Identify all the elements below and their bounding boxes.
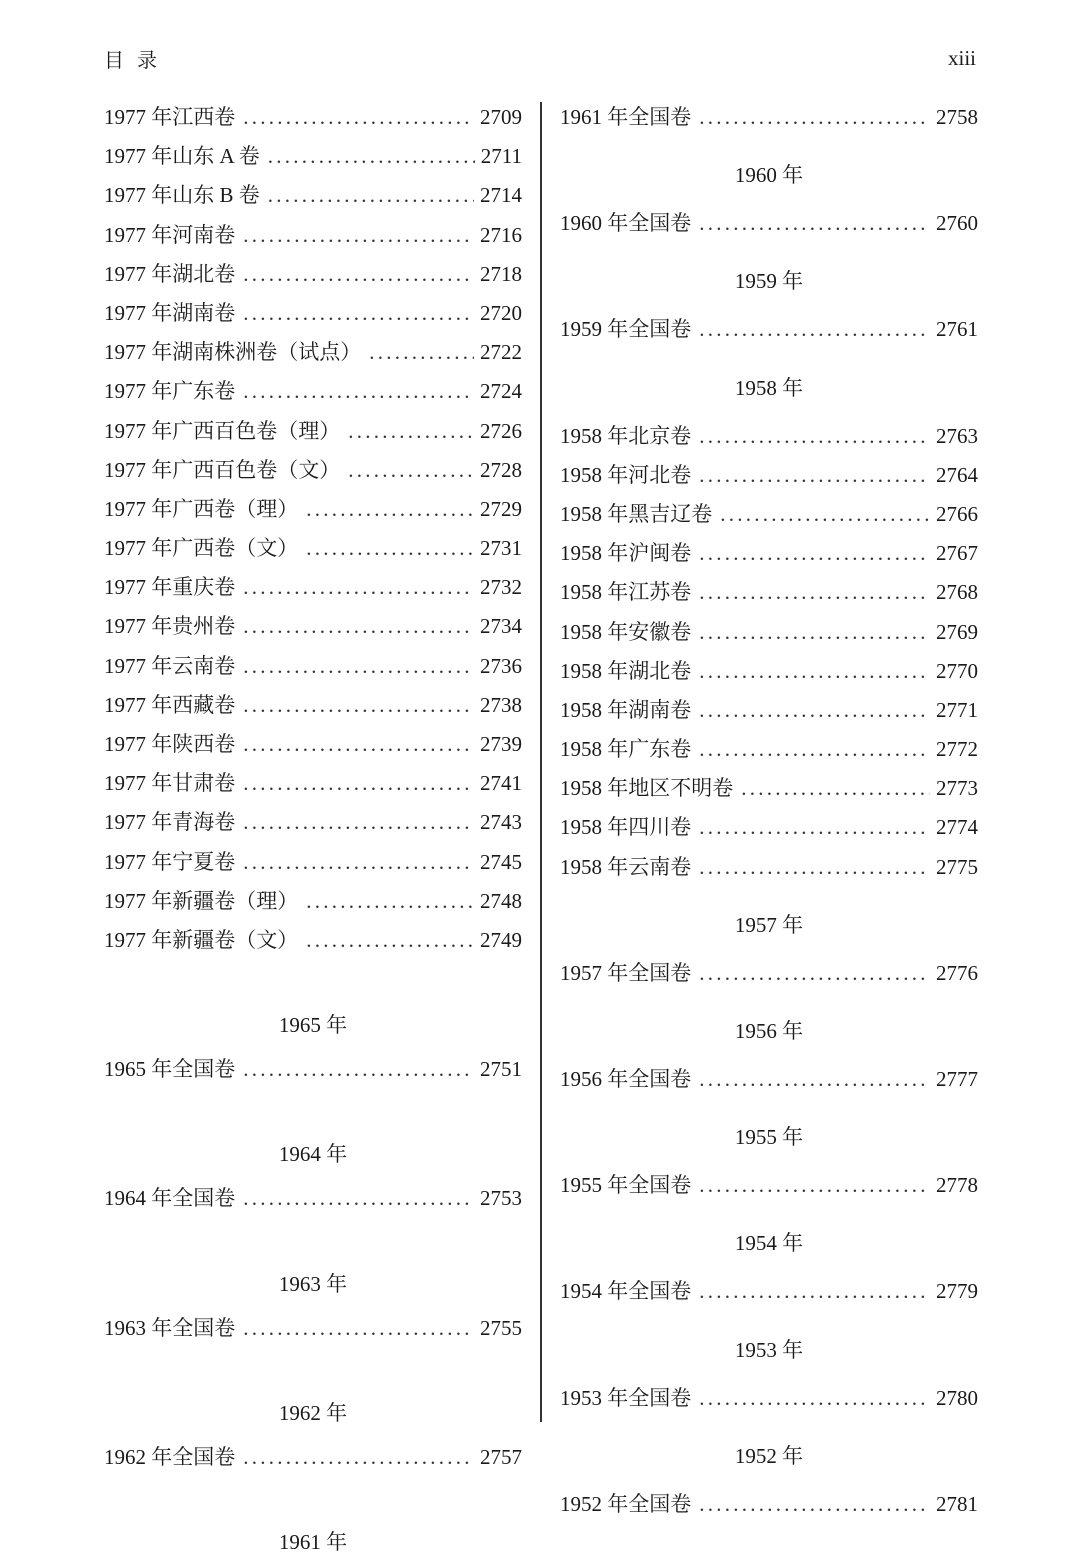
toc-entry-page: 2757: [480, 1444, 522, 1469]
toc-leader-dots: [348, 412, 474, 451]
toc-entry-page: 2741: [480, 771, 522, 796]
toc-entry-title: 1977 年重庆卷: [104, 575, 236, 600]
toc-entry[interactable]: [104, 294, 522, 333]
toc-entry[interactable]: [560, 1166, 978, 1205]
toc-entry-title: 1977 年山东 B 卷: [104, 183, 260, 208]
toc-entry-title: 1977 年新疆卷（理）: [104, 888, 299, 913]
toc-entry-title: 1958 年四川卷: [560, 815, 692, 840]
toc-entry[interactable]: [560, 1485, 978, 1524]
toc-entry-page: 2722: [480, 340, 522, 365]
toc-entry-title: 1960 年全国卷: [560, 211, 692, 236]
toc-entry-page: 2732: [480, 575, 522, 600]
toc-leader-dots: [243, 568, 474, 607]
toc-entry-title: 1977 年河南卷: [104, 222, 236, 247]
toc-entry-title: 1977 年广西卷（理）: [104, 496, 299, 521]
toc-entry-title: 1965 年全国卷: [104, 1057, 236, 1082]
toc-entry[interactable]: [104, 176, 522, 215]
toc-leader-dots: [243, 803, 474, 842]
toc-leader-dots: [699, 456, 930, 495]
toc-entry-title: 1962 年全国卷: [104, 1444, 236, 1469]
toc-leader-dots: [268, 176, 474, 215]
toc-entry-title: 1977 年江西卷: [104, 105, 236, 129]
toc-entry-title: 1958 年北京卷: [560, 423, 692, 448]
toc-year-heading: 1964 年: [278, 1142, 348, 1167]
toc-leader-dots: [243, 764, 474, 803]
toc-entry[interactable]: [104, 921, 522, 960]
toc-leader-dots: [306, 529, 474, 568]
toc-entry[interactable]: [104, 882, 522, 921]
toc-entry-page: 2767: [936, 541, 978, 566]
toc-entry[interactable]: [560, 456, 978, 495]
toc-leader-dots: [699, 310, 930, 349]
toc-year-heading: 1965 年: [278, 1013, 348, 1038]
toc-entry[interactable]: [104, 98, 522, 137]
toc-leader-dots: [699, 730, 930, 769]
toc-leader-dots: [243, 1438, 474, 1477]
toc-entry[interactable]: [104, 764, 522, 803]
toc-entry-title: 1964 年全国卷: [104, 1186, 236, 1211]
toc-entry[interactable]: [104, 686, 522, 725]
toc-entry[interactable]: [104, 568, 522, 607]
toc-entry-page: 2770: [936, 658, 978, 683]
toc-leader-dots: [243, 1050, 474, 1089]
toc-entry[interactable]: [560, 417, 978, 456]
toc-entry[interactable]: [560, 730, 978, 769]
toc-entry[interactable]: [104, 372, 522, 411]
toc-entry-title: 1961 年全国卷: [560, 105, 692, 129]
toc-entry-page: 2726: [480, 418, 522, 443]
toc-year-heading: 1962 年: [278, 1400, 348, 1425]
toc-entry-page: 2780: [936, 1385, 978, 1410]
toc-entry-title: 1977 年广西百色卷（理）: [104, 418, 341, 443]
toc-leader-dots: [243, 1179, 474, 1218]
toc-entry-title: 1977 年湖南株洲卷（试点）: [104, 340, 362, 365]
toc-entry[interactable]: [560, 1379, 978, 1418]
toc-entry-title: 1977 年广西百色卷（文）: [104, 457, 341, 482]
toc-year-heading: 1952 年: [734, 1443, 804, 1468]
toc-leader-dots: [699, 1166, 930, 1205]
toc-entry-page: 2777: [936, 1067, 978, 1091]
toc-entry-page: 2714: [480, 183, 522, 208]
toc-entry[interactable]: [560, 954, 978, 993]
toc-entry-page: 2769: [936, 619, 978, 644]
toc-entry[interactable]: [560, 691, 978, 730]
toc-entry-page: 2734: [480, 614, 522, 639]
toc-leader-dots: [699, 1060, 930, 1099]
toc-entry-page: 2711: [480, 144, 522, 169]
toc-leader-dots: [243, 686, 474, 725]
toc-leader-dots: [699, 534, 930, 573]
toc-leader-dots: [699, 573, 930, 612]
toc-entry-title: 1977 年广西卷（文）: [104, 536, 299, 561]
toc-entry-page: 2776: [936, 960, 978, 985]
toc-year-heading: 1954 年: [734, 1231, 804, 1256]
toc-entry-page: 2743: [480, 810, 522, 835]
toc-entry-title: 1977 年新疆卷（文）: [104, 927, 299, 952]
toc-entry-page: 2724: [480, 379, 522, 404]
toc-entry[interactable]: [104, 725, 522, 764]
toc-entry-page: 2764: [936, 462, 978, 487]
toc-entry-page: 2760: [936, 211, 978, 236]
toc-leader-dots: [306, 921, 474, 960]
toc-entry-page: 2779: [936, 1279, 978, 1304]
toc-entry-page: 2745: [480, 849, 522, 874]
toc-entry-page: 2773: [936, 776, 978, 801]
toc-entry-title: 1954 年全国卷: [560, 1279, 692, 1304]
toc-entry-title: 1977 年山东 A 卷: [104, 144, 260, 169]
toc-entry-title: 1958 年河北卷: [560, 462, 692, 487]
toc-year-heading: 1961 年: [278, 1529, 348, 1554]
toc-entry[interactable]: [560, 310, 978, 349]
toc-entry-page: 2774: [936, 815, 978, 840]
toc-entry-title: 1977 年西藏卷: [104, 692, 236, 717]
toc-entry-page: 2709: [480, 105, 522, 129]
toc-entry[interactable]: [104, 137, 522, 176]
toc-entry-page: 2738: [480, 692, 522, 717]
toc-leader-dots: [699, 1379, 930, 1418]
toc-entry-page: 2778: [936, 1173, 978, 1198]
toc-entry-page: 2755: [480, 1315, 522, 1340]
toc-leader-dots: [243, 1309, 474, 1348]
toc-entry-page: 2736: [480, 653, 522, 678]
toc-entry-title: 1977 年云南卷: [104, 653, 236, 678]
toc-entry-page: 2739: [480, 732, 522, 756]
toc-entry-title: 1952 年全国卷: [560, 1491, 692, 1516]
toc-leader-dots: [720, 495, 930, 534]
toc-leader-dots: [699, 1485, 930, 1524]
toc-entry[interactable]: [104, 1179, 522, 1218]
toc-entry-title: 1958 年安徽卷: [560, 619, 692, 644]
toc-entry-title: 1953 年全国卷: [560, 1385, 692, 1410]
toc-entry[interactable]: [560, 769, 978, 808]
toc-entry-title: 1956 年全国卷: [560, 1067, 692, 1091]
toc-entry[interactable]: [104, 451, 522, 490]
toc-entry[interactable]: [104, 412, 522, 451]
toc-entry[interactable]: [104, 843, 522, 882]
toc-leader-dots: [348, 451, 474, 490]
toc-leader-dots: [243, 294, 474, 333]
toc-entry-title: 1977 年青海卷: [104, 810, 236, 835]
toc-entry[interactable]: [560, 573, 978, 612]
toc-entry-title: 1958 年广东卷: [560, 737, 692, 762]
toc-entry[interactable]: [560, 495, 978, 534]
toc-leader-dots: [243, 216, 474, 255]
toc-entry[interactable]: [104, 333, 522, 372]
toc-entry[interactable]: [104, 216, 522, 255]
toc-entry[interactable]: [104, 529, 522, 568]
toc-entry-page: 2751: [480, 1057, 522, 1082]
toc-entry[interactable]: [104, 255, 522, 294]
toc-entry[interactable]: [104, 1438, 522, 1477]
toc-entry-title: 1958 年沪闽卷: [560, 541, 692, 566]
toc-entry-page: 2766: [936, 501, 978, 526]
toc-entry[interactable]: [104, 490, 522, 529]
toc-entry-title: 1977 年陕西卷: [104, 732, 236, 756]
toc-entry-page: 2768: [936, 580, 978, 605]
toc-leader-dots: [243, 843, 474, 882]
toc-entry-title: 1958 年黑吉辽卷: [560, 501, 713, 526]
toc-entry[interactable]: [560, 98, 978, 137]
toc-entry[interactable]: [560, 1060, 978, 1099]
toc-entry[interactable]: [104, 1050, 522, 1089]
toc-entry-title: 1957 年全国卷: [560, 960, 692, 985]
toc-leader-dots: [243, 98, 474, 137]
toc-entry-page: 2748: [480, 888, 522, 913]
toc-leader-dots: [741, 769, 930, 808]
toc-entry-page: 2761: [936, 317, 978, 342]
column-divider: [540, 102, 542, 1422]
toc-entry-page: 2718: [480, 261, 522, 286]
toc-entry-title: 1977 年湖北卷: [104, 261, 236, 286]
toc-entry-title: 1958 年云南卷: [560, 854, 692, 879]
toc-leader-dots: [243, 725, 474, 764]
toc-leader-dots: [699, 954, 930, 993]
toc-entry-page: 2781: [936, 1491, 978, 1516]
toc-year-heading: 1955 年: [734, 1125, 804, 1150]
toc-entry-page: 2716: [480, 222, 522, 247]
toc-leader-dots: [699, 417, 930, 456]
toc-leader-dots: [699, 652, 930, 691]
toc-entry-title: 1958 年地区不明卷: [560, 776, 734, 801]
toc-entry-title: 1958 年湖北卷: [560, 658, 692, 683]
toc-entry[interactable]: [560, 652, 978, 691]
toc-leader-dots: [699, 204, 930, 243]
toc-entry-page: 2728: [480, 457, 522, 482]
toc-entry-title: 1977 年甘肃卷: [104, 771, 236, 796]
toc-entry[interactable]: [560, 1272, 978, 1311]
toc-entry-page: 2771: [936, 697, 978, 722]
toc-year-heading: 1956 年: [734, 1019, 804, 1043]
toc-year-heading: 1959 年: [734, 269, 804, 294]
toc-entry-title: 1955 年全国卷: [560, 1173, 692, 1198]
toc-entry-title: 1977 年湖南卷: [104, 300, 236, 325]
toc-entry-title: 1959 年全国卷: [560, 317, 692, 342]
toc-entry-page: 2753: [480, 1186, 522, 1211]
toc-entry[interactable]: [560, 204, 978, 243]
toc-entry-page: 2758: [936, 105, 978, 129]
toc-entry[interactable]: [104, 647, 522, 686]
toc-leader-dots: [243, 372, 474, 411]
toc-year-heading: 1957 年: [734, 912, 804, 937]
toc-leader-dots: [306, 882, 474, 921]
page-number: xiii: [947, 46, 976, 70]
toc-right-column: [560, 98, 978, 1524]
toc-entry[interactable]: [104, 1309, 522, 1348]
toc-entry-title: 1977 年宁夏卷: [104, 849, 236, 874]
toc-entry-page: 2731: [480, 536, 522, 561]
toc-entry[interactable]: [104, 803, 522, 842]
toc-entry-page: 2720: [480, 300, 522, 325]
toc-entry-page: 2729: [480, 496, 522, 521]
toc-left-column: [104, 98, 522, 1567]
toc-entry-title: 1977 年贵州卷: [104, 614, 236, 639]
toc-leader-dots: [699, 613, 930, 652]
toc-leader-dots: [243, 255, 474, 294]
toc-leader-dots: [699, 848, 930, 887]
toc-leader-dots: [699, 691, 930, 730]
toc-leader-dots: [243, 607, 474, 646]
toc-entry-page: 2763: [936, 423, 978, 448]
toc-entry[interactable]: [560, 534, 978, 573]
toc-leader-dots: [306, 490, 474, 529]
toc-leader-dots: [699, 98, 930, 137]
toc-year-heading: 1960 年: [734, 163, 804, 188]
toc-entry-page: 2775: [936, 854, 978, 879]
toc-leader-dots: [268, 137, 475, 176]
toc-year-heading: 1963 年: [278, 1271, 348, 1296]
toc-entry[interactable]: [560, 808, 978, 847]
toc-leader-dots: [699, 808, 930, 847]
toc-leader-dots: [369, 333, 474, 372]
toc-entry[interactable]: [104, 607, 522, 646]
toc-leader-dots: [243, 647, 474, 686]
toc-entry[interactable]: [560, 848, 978, 887]
toc-entry[interactable]: [560, 613, 978, 652]
running-head-title: 目 录: [104, 50, 161, 72]
toc-entry-title: 1958 年湖南卷: [560, 697, 692, 722]
toc-leader-dots: [699, 1272, 930, 1311]
toc-entry-title: 1977 年广东卷: [104, 379, 236, 404]
toc-entry-title: 1958 年江苏卷: [560, 580, 692, 605]
toc-entry-title: 1963 年全国卷: [104, 1315, 236, 1340]
toc-year-heading: 1958 年: [734, 375, 804, 400]
toc-entry-page: 2772: [936, 737, 978, 762]
toc-year-heading: 1953 年: [734, 1337, 804, 1362]
toc-entry-page: 2749: [480, 927, 522, 952]
